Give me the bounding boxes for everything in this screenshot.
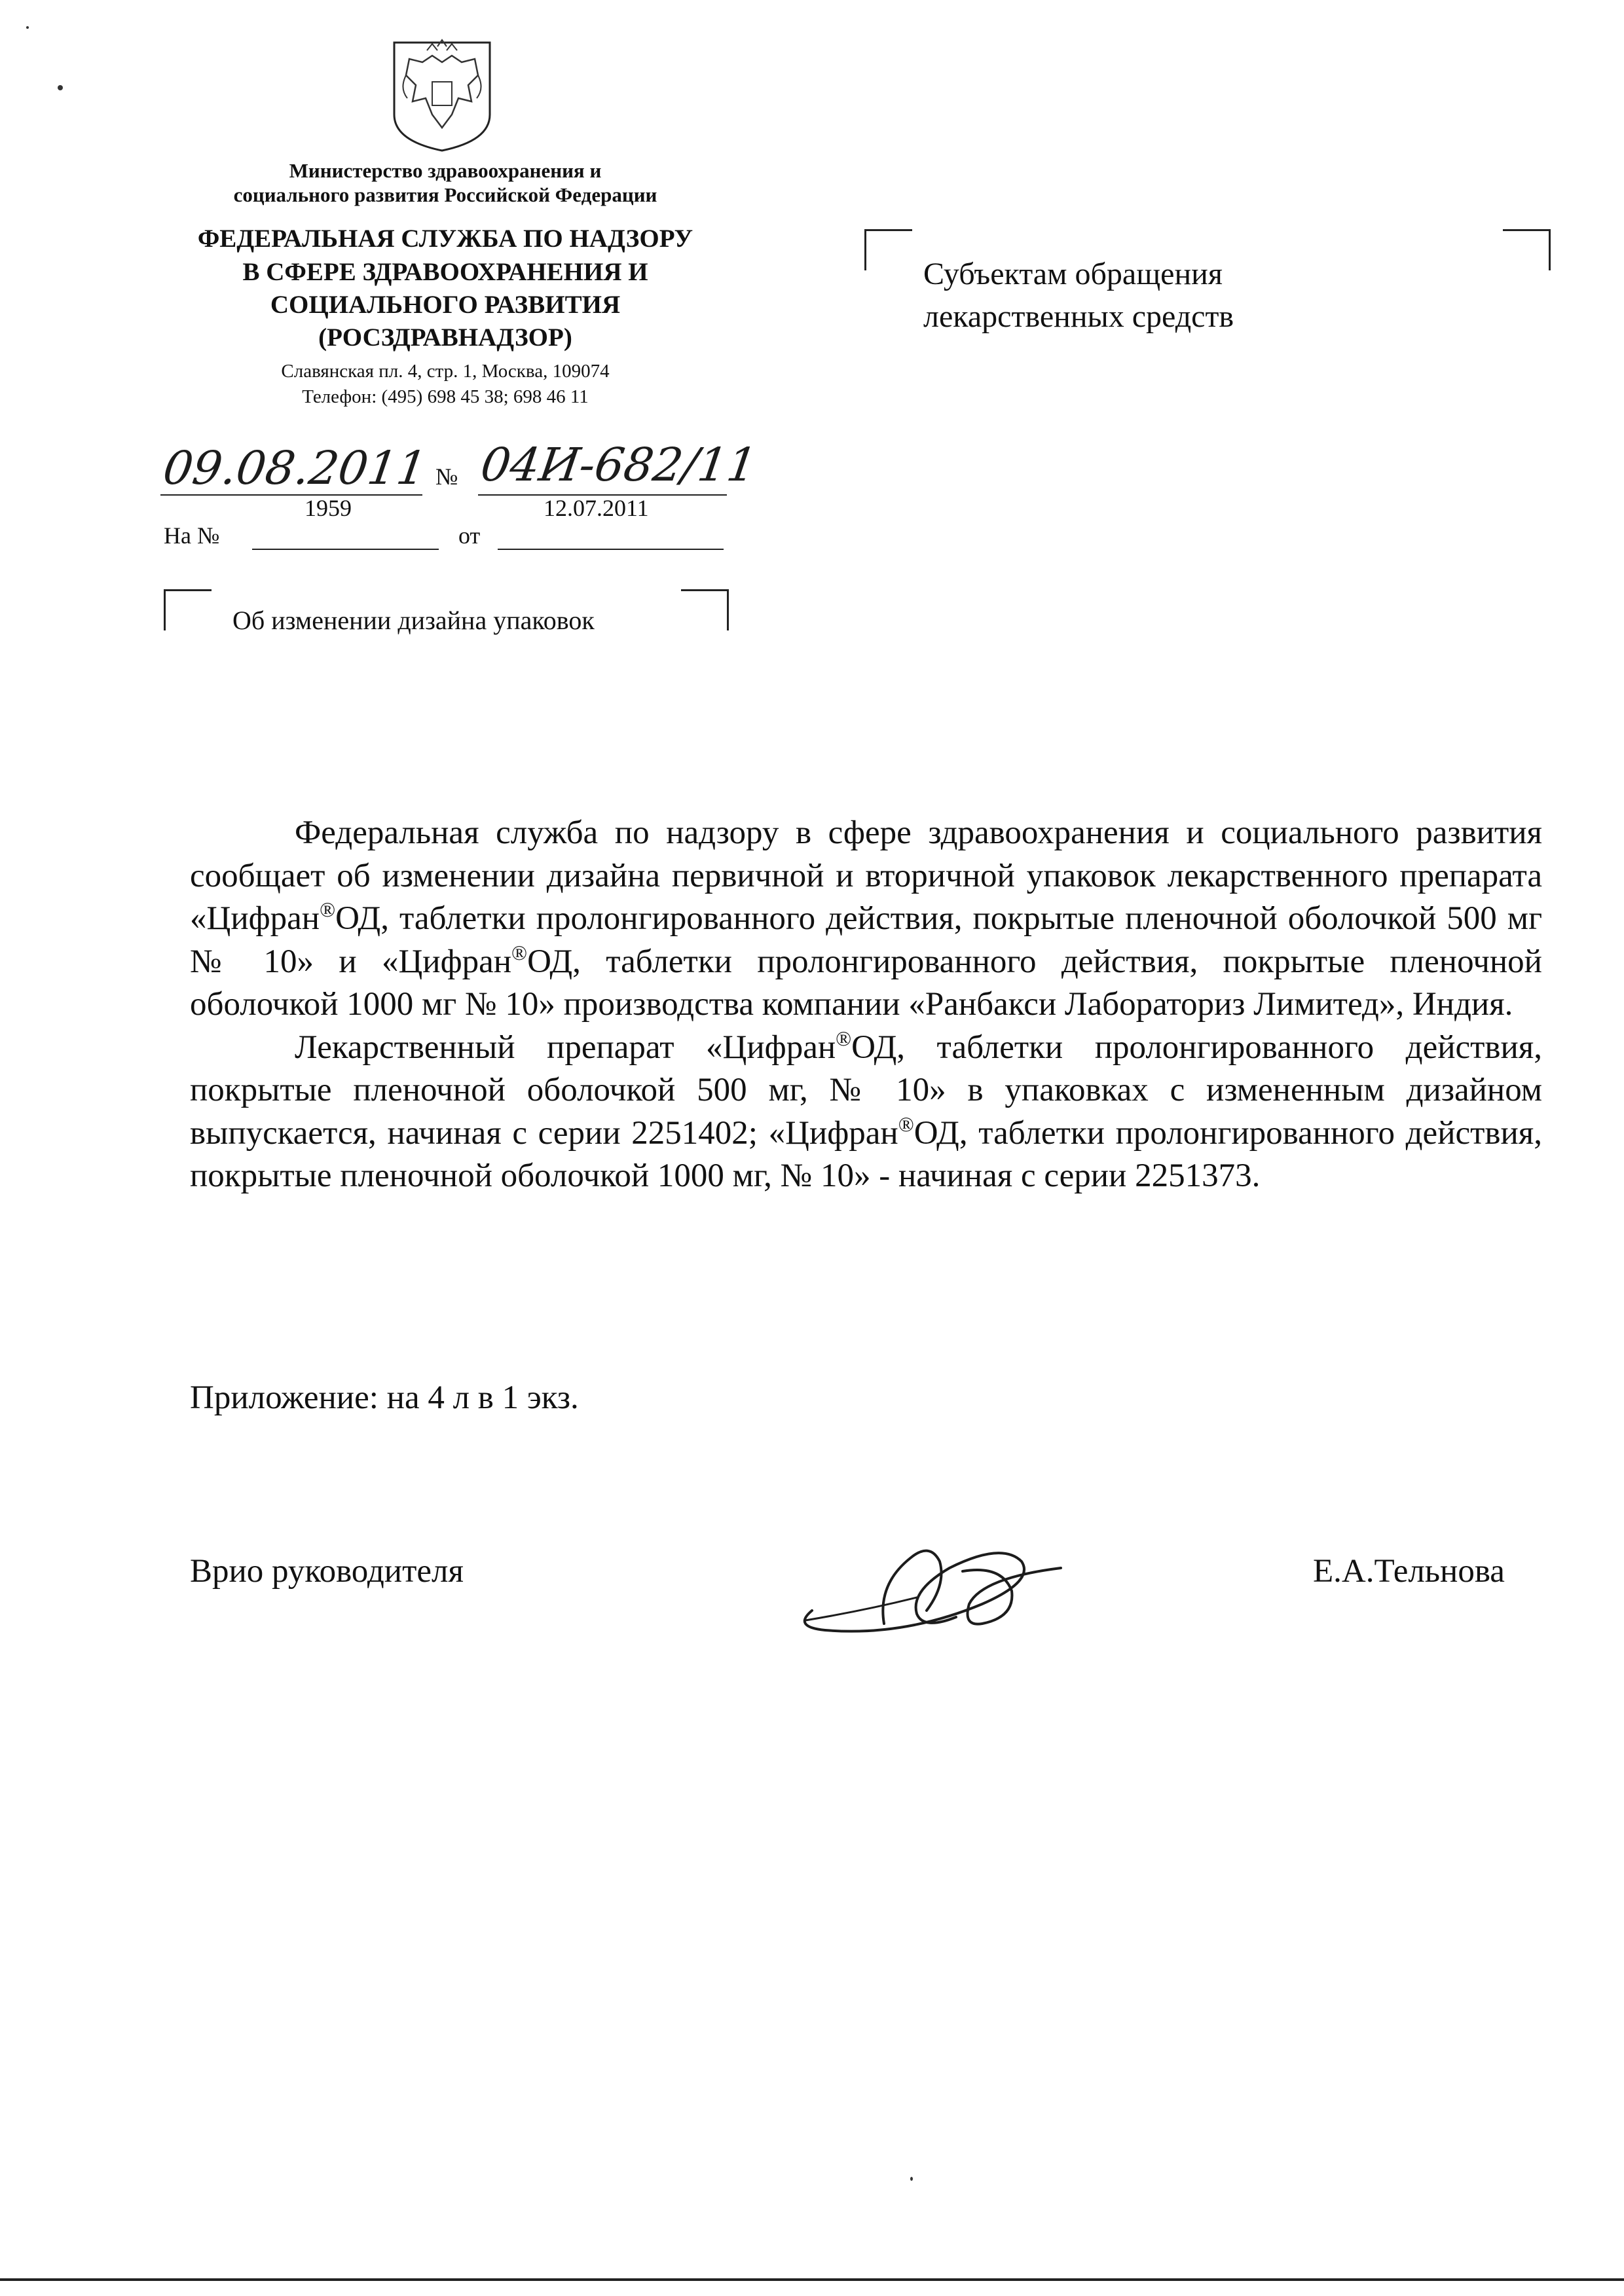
reference-date: 12.07.2011	[544, 495, 649, 521]
handwritten-date: 09.08.2011	[160, 441, 430, 495]
signer-name: Е.А.Тельнова	[1313, 1553, 1505, 1590]
signer-title: Врио руководителя	[190, 1553, 464, 1590]
service-line-4: (РОСЗДРАВНАДЗОР)	[318, 323, 572, 352]
p2-text-b: ОД, таблетки пролонгированного действия, покрытые пленочной оболочкой 500 мг, № 10» в упаковках с измененным дизайном выпускается, начиная с серии 2251402; «Цифран	[190, 1029, 1542, 1152]
p1-text-c: ОД, таблетки пролонгированного действия, покрытые пленочной оболочкой 1000 мг № 10» производства компании «Ранбакси Лабораториз Лимитед», Индия.	[190, 943, 1542, 1023]
registered-mark: ®	[898, 1112, 914, 1136]
registered-mark: ®	[836, 1027, 852, 1050]
address-line: Славянская пл. 4, стр. 1, Москва, 109074	[281, 361, 610, 382]
letter-body	[190, 812, 1542, 1198]
p1-text-a: Федеральная служба по надзору в сфере здравоохранения и социального развития сообщает об изменении дизайна первичной и вторичной упаковок лекарственного препарата «Цифран	[190, 814, 1542, 937]
addressee-corner-left	[864, 229, 912, 270]
reference-date-line	[498, 549, 724, 550]
reference-number: 1959	[304, 495, 352, 521]
attachment-line: Приложение: на 4 л в 1 экз.	[190, 1379, 579, 1416]
scan-speck	[26, 26, 29, 29]
service-line-3: СОЦИАЛЬНОГО РАЗВИТИЯ	[270, 291, 621, 319]
p1-text-b: ОД, таблетки пролонгированного действия, покрытые пленочной оболочкой 500 мг № 10» и «Цифран	[190, 900, 1542, 980]
scan-speck	[910, 2177, 913, 2181]
handwritten-number: 04И-682/11	[477, 438, 760, 492]
subject-line: Об изменении дизайна упаковок	[232, 606, 595, 635]
subject-corner-right	[681, 589, 729, 630]
phone-line: Телефон: (495) 698 45 38; 698 46 11	[302, 386, 589, 407]
registered-mark: ®	[320, 898, 336, 922]
registered-mark: ®	[511, 941, 528, 964]
body-paragraph-1	[190, 812, 1542, 1027]
addressee-line-1: Субъектам обращения	[923, 257, 1223, 291]
from-label: от	[458, 522, 481, 549]
p2-text-a: Лекарственный препарат «Цифран	[295, 1029, 836, 1066]
ministry-line-2: социального развития Российской Федерации	[233, 183, 657, 206]
reference-number-line	[252, 549, 439, 550]
page-bottom-edge	[0, 2278, 1624, 2281]
body-paragraph-2	[190, 1027, 1542, 1198]
handwritten-signature	[786, 1532, 1087, 1643]
service-line-2: В СФЕРЕ ЗДРАВООХРАНЕНИЯ И	[242, 258, 648, 286]
scan-speck	[58, 85, 63, 90]
number-sign: №	[435, 464, 458, 490]
addressee-line-2: лекарственных средств	[923, 299, 1234, 334]
addressee-corner-right	[1503, 229, 1551, 270]
date-underline	[160, 494, 422, 496]
subject-corner-left	[164, 589, 212, 630]
service-line-1: ФЕДЕРАЛЬНАЯ СЛУЖБА ПО НАДЗОРУ	[197, 225, 693, 253]
coat-of-arms-emblem	[386, 36, 498, 154]
p2-text-c: ОД, таблетки пролонгированного действия, покрытые пленочной оболочкой 1000 мг, № 10» - начиная с серии 2251373.	[190, 1114, 1542, 1194]
reference-label: На №	[164, 522, 220, 549]
ministry-line-1: Министерство здравоохранения и	[289, 159, 602, 182]
